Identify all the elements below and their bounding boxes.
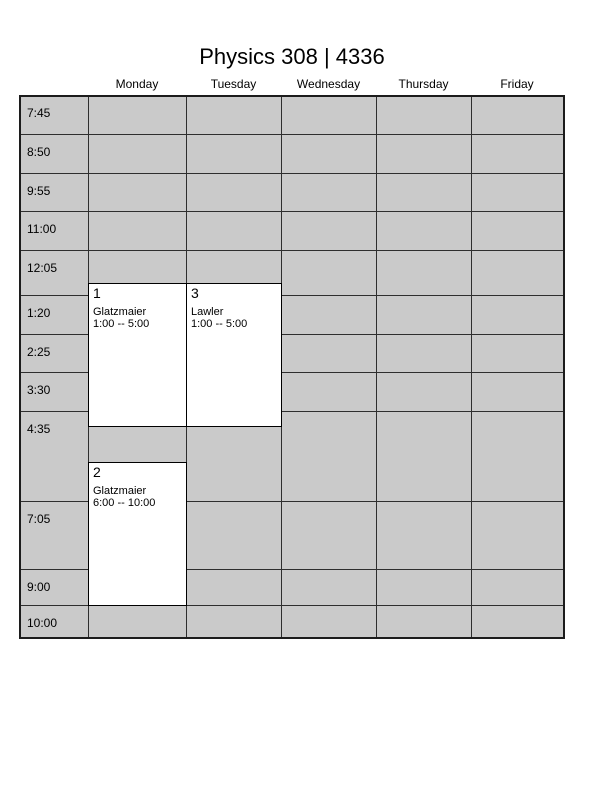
event-number: 3 [191, 285, 199, 301]
time-label-745: 7:45 [27, 106, 51, 120]
time-label-225: 2:25 [27, 345, 51, 359]
event-time-range: 1:00 -- 5:00 [93, 318, 150, 330]
time-label-1000: 10:00 [27, 616, 58, 630]
event-time-range: 1:00 -- 5:00 [191, 318, 248, 330]
time-label-435: 4:35 [27, 422, 51, 436]
time-label-705: 7:05 [27, 512, 51, 526]
event-time-range: 6:00 -- 10:00 [93, 497, 156, 509]
time-label-955: 9:55 [27, 184, 51, 198]
row-divider [21, 173, 563, 174]
event-instructor: Lawler [191, 306, 224, 318]
row-divider [21, 134, 563, 135]
time-label-1100: 11:00 [27, 222, 57, 236]
column-divider [376, 97, 377, 637]
day-header-monday: Monday [115, 77, 159, 91]
event-block-3 [186, 283, 282, 427]
time-label-1205: 12:05 [27, 261, 58, 275]
day-header-thursday: Thursday [398, 77, 449, 91]
event-instructor: Glatzmaier [93, 306, 147, 318]
event-block-2 [88, 462, 187, 606]
time-label-120: 1:20 [27, 306, 51, 320]
event-number: 2 [93, 464, 101, 480]
day-header-friday: Friday [500, 77, 534, 91]
day-header-wednesday: Wednesday [296, 77, 361, 91]
day-header-tuesday: Tuesday [210, 77, 257, 91]
event-block-1 [88, 283, 187, 427]
time-label-900: 9:00 [27, 580, 51, 594]
page-title: Physics 308 | 4336 [199, 44, 385, 69]
row-divider [21, 211, 563, 212]
row-divider [21, 250, 563, 251]
time-label-330: 3:30 [27, 383, 51, 397]
event-number: 1 [93, 285, 101, 301]
time-label-850: 8:50 [27, 145, 51, 159]
day-headers [0, 77, 612, 92]
event-instructor: Glatzmaier [93, 485, 147, 497]
column-divider [471, 97, 472, 637]
